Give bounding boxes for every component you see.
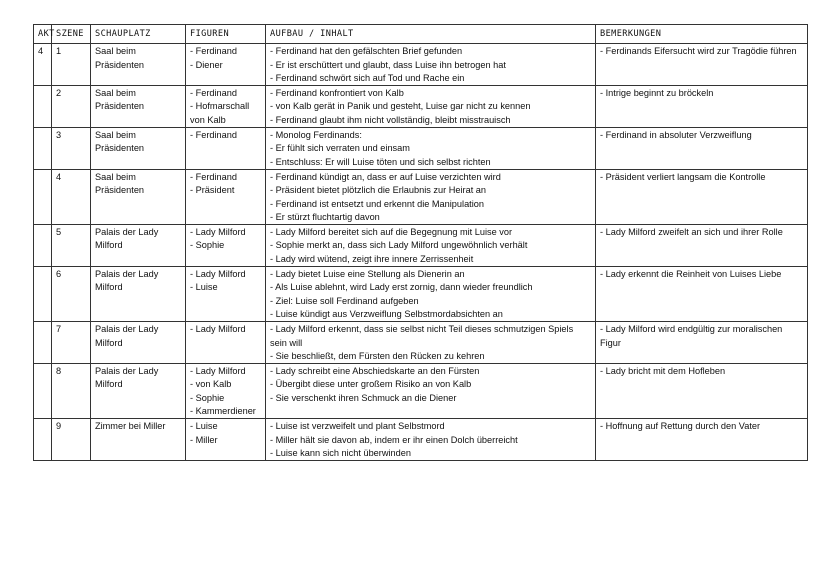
table-row [34, 322, 808, 364]
header-figuren: FIGUREN [186, 25, 266, 44]
cell-figuren [186, 169, 266, 224]
cell-schauplatz: Palais der Lady Milford [91, 225, 186, 267]
figur-item: - Hofmarschall von Kalb [190, 101, 250, 125]
cell-szene: 5 [52, 225, 91, 267]
scene-overview-table [33, 24, 808, 461]
header-inhalt: AUFBAU / INHALT [266, 25, 596, 44]
table-row [34, 86, 808, 128]
cell-bemerkungen: - Präsident verliert langsam die Kontrolle [596, 169, 808, 224]
figur-item: - Sophie [190, 392, 225, 403]
figur-item: - Sophie [190, 240, 225, 251]
inhalt-line: - Präsident bietet plötzlich die Erlaubnis zur Heirat an [270, 185, 487, 196]
figur-item: - Luise [190, 421, 218, 432]
cell-inhalt [266, 322, 596, 364]
cell-inhalt [266, 44, 596, 86]
inhalt-line: - Er ist erschüttert und glaubt, dass Luise ihn betrogen hat [270, 59, 506, 70]
inhalt-line: - Lady Milford bereitet sich auf die Begegnung mit Luise vor [270, 227, 513, 238]
inhalt-line: - Lady bietet Luise eine Stellung als Dienerin an [270, 269, 465, 280]
cell-szene: 1 [52, 44, 91, 86]
inhalt-line: - Er stürzt fluchtartig davon [270, 211, 380, 222]
cell-bemerkungen: - Lady Milford zweifelt an sich und ihrer Rolle [596, 225, 808, 267]
inhalt-line: - Lady schreibt eine Abschiedskarte an den Fürsten [270, 366, 480, 377]
inhalt-line: - Luise kündigt aus Verzweiflung Selbstmordabsichten an [270, 308, 503, 319]
table-row [34, 225, 808, 267]
header-akt: AKT [34, 25, 52, 44]
cell-inhalt [266, 267, 596, 322]
inhalt-line: - Er fühlt sich verraten und einsam [270, 143, 410, 154]
table-row [34, 267, 808, 322]
cell-schauplatz: Palais der Lady Milford [91, 364, 186, 419]
table-row [34, 419, 808, 461]
cell-akt: 4 [34, 44, 52, 86]
cell-szene: 4 [52, 169, 91, 224]
figur-item: - Lady Milford [190, 324, 246, 335]
cell-akt [34, 225, 52, 267]
cell-figuren [186, 225, 266, 267]
cell-schauplatz: Palais der Lady Milford [91, 322, 186, 364]
cell-akt [34, 267, 52, 322]
figur-item: - Luise [190, 282, 218, 293]
inhalt-line: - Sie verschenkt ihren Schmuck an die Diener [270, 392, 457, 403]
cell-bemerkungen: - Hoffnung auf Rettung durch den Vater [596, 419, 808, 461]
inhalt-line: - Luise kann sich nicht überwinden [270, 447, 411, 458]
cell-bemerkungen: - Intrige beginnt zu bröckeln [596, 86, 808, 128]
cell-figuren [186, 128, 266, 170]
cell-bemerkungen: - Lady Milford wird endgültig zur moralischen Figur [596, 322, 808, 364]
cell-schauplatz: Saal beim Präsidenten [91, 44, 186, 86]
inhalt-line: - Entschluss: Er will Luise töten und sich selbst richten [270, 156, 491, 167]
cell-bemerkungen: - Lady bricht mit dem Hofleben [596, 364, 808, 419]
cell-inhalt [266, 419, 596, 461]
figur-item: - Präsident [190, 185, 235, 196]
figur-item: - Diener [190, 59, 223, 70]
figur-item: - Miller [190, 434, 218, 445]
figur-item: - Lady Milford [190, 366, 246, 377]
inhalt-line: - Monolog Ferdinands: [270, 130, 362, 141]
cell-akt [34, 86, 52, 128]
table-row [34, 364, 808, 419]
header-schauplatz: SCHAUPLATZ [91, 25, 186, 44]
cell-szene: 2 [52, 86, 91, 128]
figur-item: - Ferdinand [190, 46, 237, 57]
figur-item: - Ferdinand [190, 130, 237, 141]
cell-inhalt [266, 169, 596, 224]
header-bemerkungen: BEMERKUNGEN [596, 25, 808, 44]
cell-inhalt [266, 86, 596, 128]
table-row [34, 169, 808, 224]
cell-figuren [186, 44, 266, 86]
inhalt-line: - Als Luise ablehnt, wird Lady erst zornig, dann wieder freundlich [270, 282, 533, 293]
cell-inhalt [266, 364, 596, 419]
cell-akt [34, 128, 52, 170]
figur-item: - von Kalb [190, 379, 232, 390]
inhalt-line: - Ferdinand schwört sich auf Tod und Rache ein [270, 72, 465, 83]
cell-schauplatz: Saal beim Präsidenten [91, 169, 186, 224]
figur-item: - Lady Milford [190, 269, 246, 280]
table-row [34, 44, 808, 86]
cell-figuren [186, 419, 266, 461]
cell-akt [34, 419, 52, 461]
inhalt-line: - Ferdinand glaubt ihm nicht vollständig, bleibt misstrauisch [270, 114, 511, 125]
cell-inhalt [266, 128, 596, 170]
cell-akt [34, 169, 52, 224]
cell-szene: 8 [52, 364, 91, 419]
figur-item: - Ferdinand [190, 171, 237, 182]
figur-item: - Kammerdiener [190, 406, 256, 417]
cell-figuren [186, 364, 266, 419]
cell-szene: 9 [52, 419, 91, 461]
inhalt-line: - Lady wird wütend, zeigt ihre innere Zerrissenheit [270, 253, 474, 264]
table-body [34, 44, 808, 461]
cell-figuren [186, 267, 266, 322]
figur-item: - Lady Milford [190, 227, 246, 238]
cell-schauplatz: Saal beim Präsidenten [91, 86, 186, 128]
cell-szene: 6 [52, 267, 91, 322]
cell-figuren [186, 322, 266, 364]
cell-bemerkungen: - Ferdinand in absoluter Verzweiflung [596, 128, 808, 170]
cell-schauplatz: Palais der Lady Milford [91, 267, 186, 322]
cell-schauplatz: Zimmer bei Miller [91, 419, 186, 461]
inhalt-line: - Lady Milford erkennt, dass sie selbst nicht Teil dieses schmutzigen Spiels sein will [270, 324, 574, 348]
inhalt-line: - Ferdinand konfrontiert von Kalb [270, 88, 404, 99]
cell-inhalt [266, 225, 596, 267]
inhalt-line: - Übergibt diese unter großem Risiko an von Kalb [270, 379, 472, 390]
inhalt-line: - Sophie merkt an, dass sich Lady Milford ungewöhnlich verhält [270, 240, 528, 251]
table-header [34, 25, 808, 44]
header-row [34, 25, 808, 44]
inhalt-line: - Ferdinand kündigt an, dass er auf Luise verzichten wird [270, 171, 501, 182]
cell-schauplatz: Saal beim Präsidenten [91, 128, 186, 170]
cell-bemerkungen: - Ferdinands Eifersucht wird zur Tragödie führen [596, 44, 808, 86]
inhalt-line: - Ziel: Luise soll Ferdinand aufgeben [270, 295, 419, 306]
cell-akt [34, 364, 52, 419]
figur-item: - Ferdinand [190, 88, 237, 99]
inhalt-line: - Luise ist verzweifelt und plant Selbstmord [270, 421, 445, 432]
cell-szene: 7 [52, 322, 91, 364]
table-row [34, 128, 808, 170]
cell-bemerkungen: - Lady erkennt die Reinheit von Luises Liebe [596, 267, 808, 322]
inhalt-line: - Ferdinand hat den gefälschten Brief gefunden [270, 46, 463, 57]
inhalt-line: - von Kalb gerät in Panik und gesteht, Luise gar nicht zu kennen [270, 101, 531, 112]
header-szene: SZENE [52, 25, 91, 44]
inhalt-line: - Miller hält sie davon ab, indem er ihr einen Dolch überreicht [270, 434, 518, 445]
cell-szene: 3 [52, 128, 91, 170]
cell-akt [34, 322, 52, 364]
cell-figuren [186, 86, 266, 128]
inhalt-line: - Sie beschließt, dem Fürsten den Rücken zu kehren [270, 350, 485, 361]
inhalt-line: - Ferdinand ist entsetzt und erkennt die Manipulation [270, 198, 484, 209]
